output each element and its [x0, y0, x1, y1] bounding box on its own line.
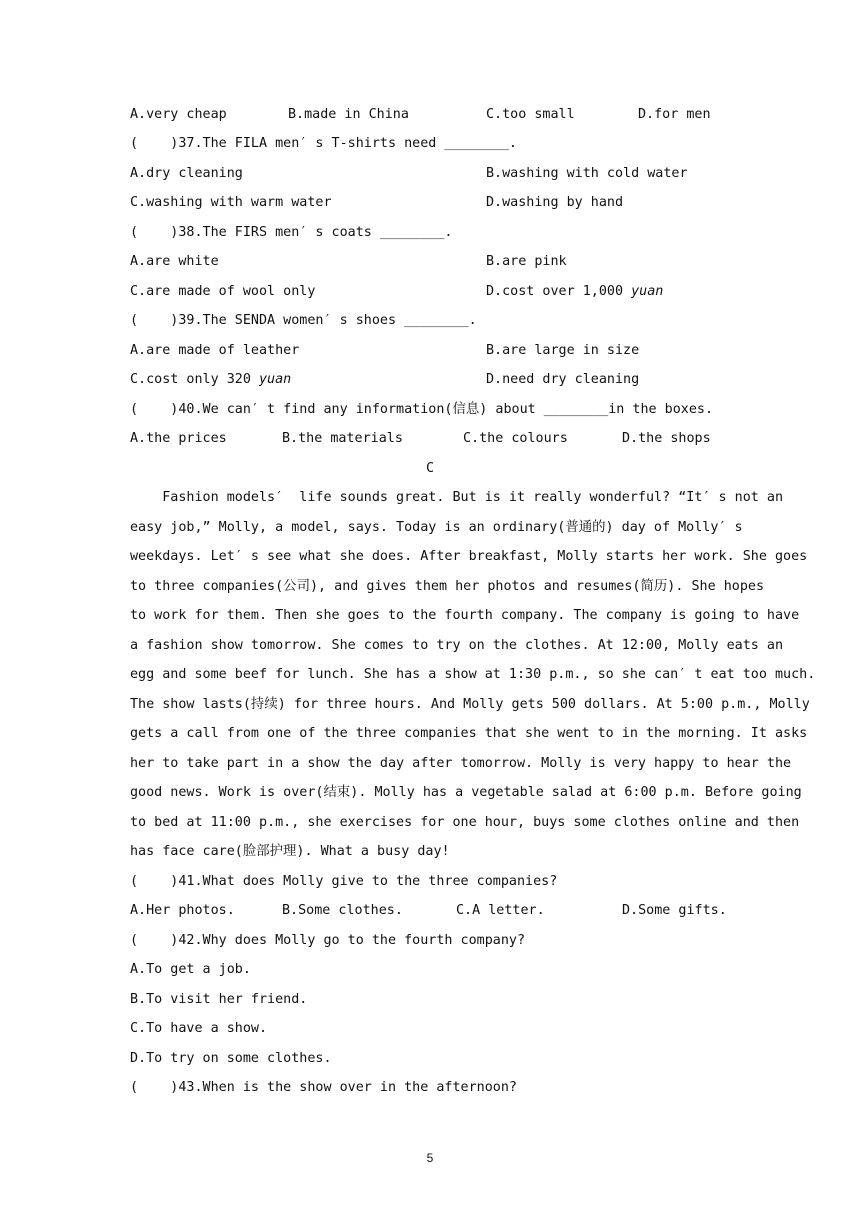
line-text: ( )41.What does Molly give to the three companies? — [130, 874, 558, 889]
line-text: C.the colours — [463, 431, 568, 446]
line-text: ( )37.The FILA men′ s T-shirts need ________. — [130, 136, 517, 151]
line-text: A.are made of leather — [130, 343, 300, 358]
line-text: B.are large in size — [486, 343, 640, 358]
line-text: C.To have a show. — [130, 1021, 268, 1036]
passage-line: weekdays. Let′ s see what she does. After breakfast, Molly starts her work. She goes — [130, 549, 808, 564]
line-text: ( )42.Why does Molly go to the fourth company? — [130, 933, 526, 948]
answer-option — [622, 902, 727, 920]
line-text: C.A letter. — [456, 903, 545, 918]
answer-option — [486, 283, 663, 301]
passage-line: has face care(脸部护理). What a busy day! — [130, 844, 450, 859]
passage-line: her to take part in a show the day after tomorrow. Molly is very happy to hear the — [130, 755, 792, 771]
line-text: C.washing with warm water — [130, 195, 332, 210]
answer-option — [456, 902, 545, 920]
italic-unit: yuan — [631, 284, 664, 299]
passage-line: to work for them. Then she goes to the fourth company. The company is going to have — [130, 608, 800, 623]
answer-option — [130, 194, 332, 212]
passage-line: egg and some beef for lunch. She has a show at 1:30 p.m., so she can′ t eat too much. — [130, 667, 816, 682]
line-text: D.To try on some clothes. — [130, 1051, 332, 1066]
answer-option — [486, 194, 623, 212]
question-line — [130, 991, 307, 1009]
answer-option — [486, 106, 575, 124]
passage-line: easy job,” Molly, a model, says. Today is an ordinary(普通的) day of Molly′ s — [130, 519, 743, 535]
answer-option — [130, 342, 299, 360]
line-text: A.the prices — [130, 431, 227, 446]
passage-line: to bed at 11:00 p.m., she exercises for one hour, buys some clothes online and then — [130, 814, 800, 830]
line-text: C.cost only 320 — [130, 372, 259, 387]
italic-unit: yuan — [259, 372, 292, 387]
line-text: ( )40.We can′ t find any information(信息) about ________in the boxes. — [130, 402, 714, 417]
answer-option — [486, 165, 688, 183]
answer-option — [130, 253, 219, 271]
line-text: ( )39.The SENDA women′ s shoes ________. — [130, 313, 477, 328]
line-text: A.very cheap — [130, 107, 227, 122]
answer-option — [463, 430, 568, 448]
answer-option — [622, 430, 711, 448]
answer-option — [130, 902, 235, 920]
passage-line: to three companies(公司), and gives them her photos and resumes(简历). She hopes — [130, 578, 765, 594]
line-text: A.dry cleaning — [130, 166, 243, 181]
page-number: 5 — [426, 1151, 434, 1165]
line-text: D.for men — [638, 107, 711, 122]
line-text: D.the shops — [622, 431, 711, 446]
answer-option — [486, 342, 639, 360]
answer-option — [130, 430, 227, 448]
question-line — [130, 961, 251, 979]
line-text: ( )38.The FIRS men′ s coats ________. — [130, 225, 453, 240]
line-text: A.To get a job. — [130, 962, 251, 977]
answer-option — [486, 371, 639, 389]
passage-line: gets a call from one of the three companies that she went to in the morning. It asks — [130, 726, 808, 741]
answer-option — [130, 106, 227, 124]
answer-option — [638, 106, 711, 124]
line-text: D.washing by hand — [486, 195, 624, 210]
question-line — [130, 224, 452, 242]
line-text: B.Some clothes. — [282, 903, 403, 918]
question-line — [130, 1020, 267, 1038]
passage-line: a fashion show tomorrow. She comes to try on the clothes. At 12:00, Molly eats an — [130, 637, 784, 653]
line-text: B.the materials — [282, 431, 403, 446]
question-line — [130, 135, 517, 153]
answer-option — [130, 165, 243, 183]
question-line — [130, 312, 477, 330]
answer-option — [288, 106, 409, 124]
line-text: A.Her photos. — [130, 903, 235, 918]
line-text: D.need dry cleaning — [486, 372, 640, 387]
answer-option — [282, 430, 403, 448]
section-heading: C — [425, 461, 435, 476]
line-text: D.Some gifts. — [622, 903, 727, 918]
line-text: B.made in China — [288, 107, 409, 122]
answer-option — [130, 283, 315, 301]
question-line — [130, 401, 713, 419]
answer-option — [486, 253, 567, 271]
line-text: B.are pink — [486, 254, 567, 269]
passage-line: The show lasts(持续) for three hours. And Molly gets 500 dollars. At 5:00 p.m., Molly — [130, 696, 810, 712]
line-text: A.are white — [130, 254, 219, 269]
passage-line: good news. Work is over(结束). Molly has a vegetable salad at 6:00 p.m. Before going — [130, 785, 802, 800]
line-text: D.cost over 1,000 — [486, 284, 632, 299]
question-line — [130, 873, 557, 891]
question-line — [130, 932, 525, 950]
question-line — [130, 1079, 517, 1097]
line-text: C.too small — [486, 107, 575, 122]
line-text: ( )43.When is the show over in the afternoon? — [130, 1080, 517, 1095]
question-line — [130, 1050, 332, 1068]
passage-line: Fashion models′ life sounds great. But is it really wonderful? “It′ s not an — [130, 490, 784, 505]
line-text: B.washing with cold water — [486, 166, 688, 181]
line-text: C.are made of wool only — [130, 284, 316, 299]
line-text: B.To visit her friend. — [130, 992, 308, 1007]
answer-option — [130, 371, 291, 389]
answer-option — [282, 902, 403, 920]
